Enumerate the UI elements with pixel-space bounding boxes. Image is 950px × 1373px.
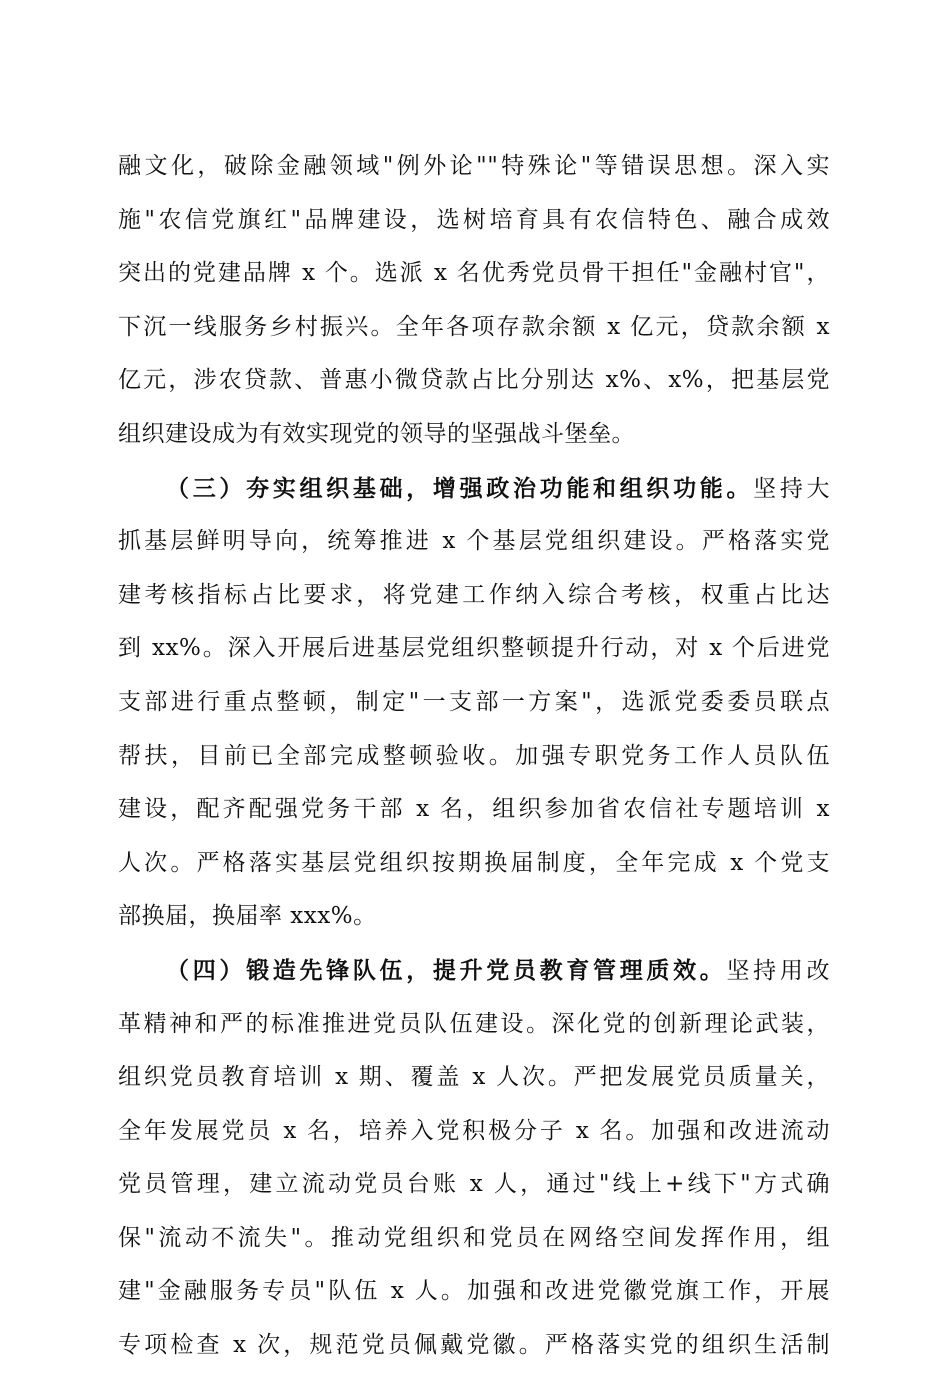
section-4-paragraph: [118, 944, 830, 1373]
text-line: 组织党员教育培训 x 期、覆盖 x 人次。严把发展党员质量关，: [118, 1064, 830, 1091]
text-line: 突出的党建品牌 x 个。选派 x 名优秀党员骨干担任"金融村官"，: [118, 260, 830, 287]
text-line: 全年发展党员 x 名，培养入党积极分子 x 名。加强和改进流动: [118, 1117, 830, 1144]
text-line: 党员管理，建立流动党员台账 x 人，通过"线上+线下"方式确: [118, 1171, 830, 1198]
text-line: 到 xx%。深入开展后进基层党组织整顿提升行动，对 x 个后进党: [118, 635, 830, 662]
section-3-paragraph: [118, 462, 830, 944]
text-line: 建考核指标占比要求，将党建工作纳入综合考核，权重占比达: [118, 581, 830, 608]
text-line: 支部进行重点整顿，制定"一支部一方案"，选派党委委员联点: [118, 688, 830, 715]
text-line: 施"农信党旗红"品牌建设，选树培育具有农信特色、融合成效: [118, 206, 830, 233]
section-3-first-line: [118, 462, 830, 516]
text-line: 亿元，涉农贷款、普惠小微贷款占比分别达 x%、x%，把基层党: [118, 367, 830, 394]
section-3-first-line-rest: 坚持大: [753, 475, 830, 502]
text-line: 革精神和严的标准推进党员队伍建设。深化党的创新理论武装，: [118, 1010, 830, 1037]
section-3-heading: （三）夯实组织基础，增强政治功能和组织功能。: [166, 474, 754, 502]
text-line: 建设，配齐配强党务干部 x 名，组织参加省农信社专题培训 x: [118, 796, 830, 823]
document-page: [118, 140, 830, 1373]
section-4-heading: （四）锻造先锋队伍，提升党员教育管理质效。: [166, 956, 727, 984]
section-4-first-line: [118, 944, 830, 998]
section-4-first-line-rest: 坚持用改: [726, 957, 830, 984]
text-line: 抓基层鲜明导向，统筹推进 x 个基层党组织建设。严格落实党: [118, 528, 830, 555]
text-line: 下沉一线服务乡村振兴。全年各项存款余额 x 亿元，贷款余额 x: [118, 313, 830, 340]
text-line: 专项检查 x 次，规范党员佩戴党徽。严格落实党的组织生活制: [118, 1332, 830, 1359]
paragraph-continued: [118, 140, 830, 462]
text-line: 帮扶，目前已全部完成整顿验收。加强专职党务工作人员队伍: [118, 742, 830, 769]
text-line: 人次。严格落实基层党组织按期换届制度，全年完成 x 个党支: [118, 849, 830, 876]
text-line: 部换届，换届率 xxx%。: [118, 903, 377, 930]
text-line: 建"金融服务专员"队伍 x 人。加强和改进党徽党旗工作，开展: [118, 1278, 830, 1305]
text-line: 组织建设成为有效实现党的领导的坚强战斗堡垒。: [118, 420, 635, 447]
text-line: 保"流动不流失"。推动党组织和党员在网络空间发挥作用，组: [118, 1224, 830, 1251]
text-line: 融文化，破除金融领域"例外论""特殊论"等错误思想。深入实: [118, 153, 830, 179]
